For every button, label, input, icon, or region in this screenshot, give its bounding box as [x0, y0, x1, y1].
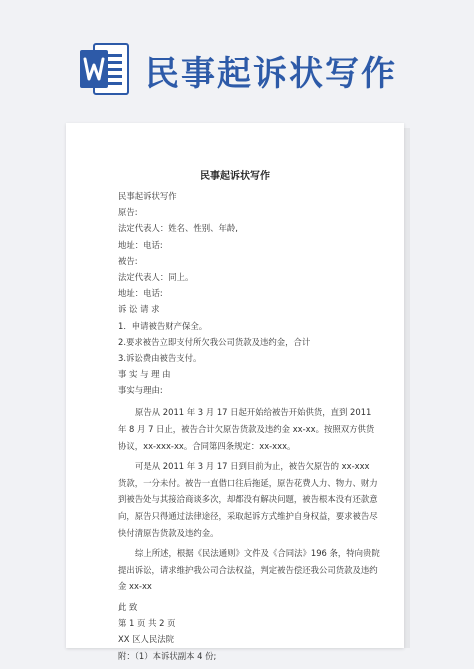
- paragraph-facts-1: 原告从 2011 年 3 月 17 日起开始给被告开始供货，直到 2011 年 8 月 7 日止，被告合计欠原告货款及违约金 xx-xx。按照双方供货协议，xx-xxx-xx。合同第四条规定：xx-xxx。: [118, 407, 375, 451]
- line-heading: 民事起诉状写作: [118, 191, 177, 201]
- line-legal-rep: 法定代表人：姓名、性别、年龄,: [118, 223, 238, 234]
- line-claim-3: 3.诉讼费由被告支付。: [118, 352, 202, 363]
- line-claim-1: 1．申请被告财产保全。: [118, 320, 208, 331]
- line-facts-heading: 事 实 与 理 由: [118, 369, 171, 380]
- line-defendant-rep: 法定代表人：同上。: [118, 271, 194, 282]
- document-page: [66, 123, 404, 661]
- line-salutation: 此 致: [118, 601, 138, 612]
- paragraph-summary: 综上所述，根据《民法通则》文件及《合同法》196 条，特向贵院提出诉讼，请求维护我公司合法权益，判定被告偿还我公司货款及违约金 xx-xx: [118, 548, 380, 592]
- line-facts-label: 事实与理由:: [118, 385, 163, 396]
- line-address: 地址：电话:: [118, 239, 163, 250]
- line-court: XX 区人民法院: [118, 634, 175, 645]
- line-claims-heading: 诉 讼 请 求: [118, 304, 160, 315]
- word-icon: [80, 40, 130, 98]
- line-defendant: 被告:: [118, 255, 138, 266]
- line-claim-2: 2.要求被告立即支付所欠我公司货款及违约金，合计: [118, 336, 311, 347]
- line-defendant-address: 地址：电话:: [118, 288, 163, 299]
- document-title: 民事起诉状写作: [200, 171, 270, 182]
- paragraph-facts-2: 可是从 2011 年 3 月 17 日到目前为止，被告欠原告的 xx-xxx 货款，一分未付。被告一直借口往后拖延，原告花费人力、物力、财力到被告处与其接洽商谈多次，却都没有解决问题，被告根本没有还款意向，原告只得通过法律途径，采取起诉方式维护自身权益，要求被告尽快付清原告货款及违约金。: [118, 461, 378, 538]
- header-banner: [0, 0, 474, 110]
- line-attachment: 附：（1）本诉状副本 4 份;: [118, 650, 217, 661]
- line-plaintiff: 原告:: [118, 207, 138, 218]
- document-body: [118, 188, 380, 664]
- page-number: 第 1 页 共 2 页: [118, 618, 176, 629]
- header-title: 民事起诉状写作: [145, 54, 397, 94]
